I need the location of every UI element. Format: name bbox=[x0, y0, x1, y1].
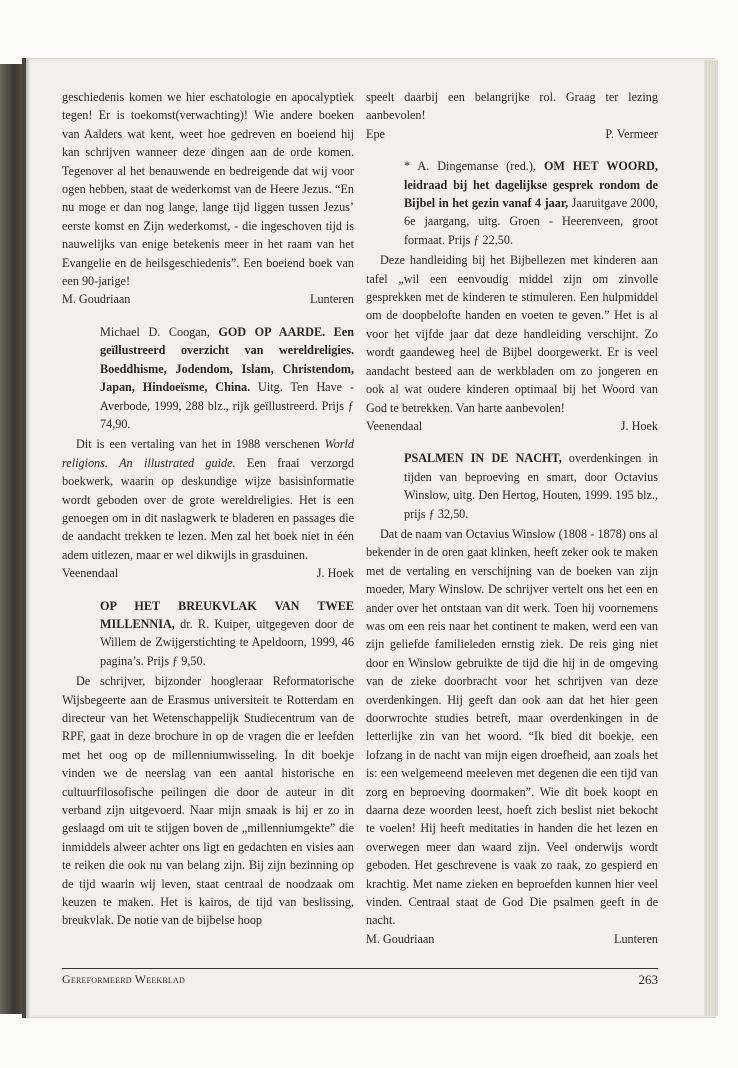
signature-hoek-2 bbox=[366, 417, 658, 435]
book-publisher: Jaaruitgave 2000, 6e jaargang, uitg. Groen - Heerenveen, groot formaat. Prijs ƒ 22,50. bbox=[404, 196, 659, 247]
review-heading-breukvlak bbox=[62, 597, 354, 671]
review-heading-om-het-woord bbox=[366, 157, 658, 249]
review-text-god-op-aarde: Dit is een vertaling van het in 1988 verschenen World religions. An illustrated guide. Een fraai verzorgd boekwerk, waarin op deskundige wijze basisinformatie wordt geboden over de grote wereldreligies. Het is een genoegen om in dit naslagwerk te bladeren en passages die de aandacht trekken te lezen. Men zal het boek niet in één adem uitlezen, maar er wel dikwijls in grasduinen. bbox=[62, 437, 354, 562]
book-title: PSALMEN IN DE NACHT, bbox=[404, 451, 562, 466]
reviewer-place: Veenendaal bbox=[62, 566, 119, 581]
reviewer-name: P. Vermeer bbox=[605, 126, 658, 141]
book-author: * A. Dingemanse (red.), bbox=[404, 159, 536, 174]
page-number: 263 bbox=[638, 972, 658, 987]
reviewer-name: M. Goudriaan bbox=[366, 931, 435, 946]
signature-vermeer bbox=[366, 125, 658, 143]
book-spine bbox=[0, 64, 24, 1014]
book-publisher: Uitg. Ten Have - Averbode, 1999, 288 blz., rijk geïllustreerd. Prijs ƒ 74,90. bbox=[100, 380, 355, 431]
reviewer-name: J. Hoek bbox=[620, 418, 658, 433]
reviewer-place: Veenendaal bbox=[366, 418, 423, 433]
book-title: GOD OP AARDE. Een geïllustreerd overzicht van wereldreligies. Boeddhisme, Jodendom, Islam, Christendom, Japan, Hindoeïsme, China. bbox=[100, 324, 354, 395]
review-heading-god-op-aarde bbox=[62, 323, 354, 433]
right-column bbox=[366, 88, 658, 948]
page-footer bbox=[62, 968, 658, 988]
book-publisher: dr. R. Kuiper, uitgegeven door de Willem de Zwijgerstichting te Apeldoorn, 1999, 46 pagina’s. Prijs ƒ 9,50. bbox=[100, 616, 354, 668]
review-text-psalmen: Dat de naam van Octavius Winslow (1808 - 1878) ons al bekender in de oren gaat klinken, heeft zeker ook te maken met de vertaling en verschijning van de boeken van zijn moeder, Mary Winslow. De schrijver vertelt ons het een en ander over het ontstaan van dit werk. Toen hij voornemens was om een reis naar het continent te maken, werd een van zijn geliefde familieleden ernstig ziek. De reis ging niet door en Winslow gebruikte de tijd die hij in de omgeving van de zieke doorbracht voor het schrijven van deze overdenkingen. Hij geeft dan ook aan dat het hier geen doorwrochte studies betreft, maar overdenkingen in de letterlijke zin van het woord. “Ik bied dit boekje, een lofzang in de nacht van mijn eigen droefheid, aan zoals het is: een welgemeend meeleven met degenen die een tijd van zorg en beproeving doormaken”. Wie dit boek koopt en daarna deze woorden leest, hoeft zich beslist niet bekocht te voelen! Hij heeft meditaties in handen die het lezen en overwegen meer dan waard zijn. Veel onderwijs wordt geboden. Het geschrevene is vaak zo raak, zo gespierd en krachtig. Met name zieken en beproefden kunnen hier veel vinden. Centraal staat de God Die psalmen geeft in de nacht. bbox=[366, 526, 658, 928]
book-title: OM HET WOORD, leidraad bij het dagelijkse gesprek rondom de Bijbel in het gezin vanaf 4 jaar, bbox=[404, 159, 659, 211]
review-text-om-het-woord: Deze handleiding bij het Bijbellezen met kinderen aan tafel „wil een eenvoudig middel zijn om zinvolle gesprekken met de kinderen te stimuleren. Een hulpmiddel om de doopbelofte handen en voeten te geven.” Het is al voor het vijfde jaar dat deze handleiding verschijnt. Zo wordt gaandeweg heel de Bijbel doorgewerkt. Er is veel aandacht besteed aan de werkbladen om zo jongeren en ook al wat oudere kinderen optimaal bij het Woord van God te betrekken. Van harte aanbevolen! bbox=[366, 253, 658, 415]
reviewer-place: Lunteren bbox=[614, 931, 658, 946]
publication-name: Gereformeerd Weekblad bbox=[62, 972, 185, 986]
book-publisher: overdenkingen in tijden van beproeving en smart, door Octavius Winslow, uitg. Den Hertog, Houten, 1999. 195 blz., prijs ƒ 32,50. bbox=[404, 451, 659, 521]
book-author: Michael D. Coogan, bbox=[100, 324, 210, 339]
continued-review-text: speelt daarbij een belangrijke rol. Graag ter lezing aanbevolen! bbox=[366, 90, 658, 123]
signature-hoek-1 bbox=[62, 564, 354, 582]
review-text-breukvlak: De schrijver, bijzonder hoogleraar Reformatorische Wijsbegeerte aan de Erasmus universiteit te Rotterdam en directeur van het Wetenschappelijk Studiecentrum van de RPF, gaat in deze brochure in op de vragen die er leefden met het oog op de millenniumwisseling. In dit boekje vinden we de neerslag van een aantal historische en cultuurfilosofische peilingen die door de auteur in dit verband zijn uitgevoerd. Naar mijn smaak is hij er zo in geslaagd om uit te stijgen boven de „millenniumgekte” die inmiddels alweer achter ons ligt en gedachten en visies aan te reiken die ook nu van belang zijn. Bij zijn bezinning op de tijd waarin wij leven, staat centraal de noodzaak om keuzen te maken. Het is kairos, de tijd van beslissing, breukvlak. De notie van de bijbelse hoop bbox=[62, 674, 354, 928]
original-title: World religions. An illustrated guide. bbox=[62, 437, 354, 470]
page-edges bbox=[704, 60, 718, 1016]
review-heading-psalmen bbox=[366, 449, 658, 523]
signature-goudriaan-2 bbox=[366, 930, 658, 948]
reviewer-name: M. Goudriaan bbox=[62, 292, 131, 307]
reviewer-place: Epe bbox=[366, 126, 385, 141]
reviewer-place: Lunteren bbox=[310, 292, 354, 307]
signature-goudriaan-1 bbox=[62, 290, 354, 308]
book-title: OP HET BREUKVLAK VAN TWEE MILLENNIA, bbox=[100, 598, 354, 631]
continued-review-text: geschiedenis komen we hier eschatologie en apocalyptiek tegen! Er is toekomst(verwachting)! Wie andere boeken van Aalders wat kent, weet hoe gedreven en boeiend hij kan schrijven wanneer deze dingen aan de orde komen. Tegenover al het benauwende en bedreigende dat wij voor ogen hebben, staat de wederkomst van de Heere Jezus. “En nu moge er dan nog lange, lange tijd liggen tussen Jezus’ eerste komst en Zijn wederkomst, - die ingeschoven tijd is nauwelijks van enige betekenis meer in het raam van het Evangelie en de heilsgeschiedenis”. Een boeiend boek van een 90-jarige! bbox=[62, 90, 354, 289]
left-column bbox=[62, 88, 354, 930]
reviewer-name: J. Hoek bbox=[316, 566, 354, 581]
